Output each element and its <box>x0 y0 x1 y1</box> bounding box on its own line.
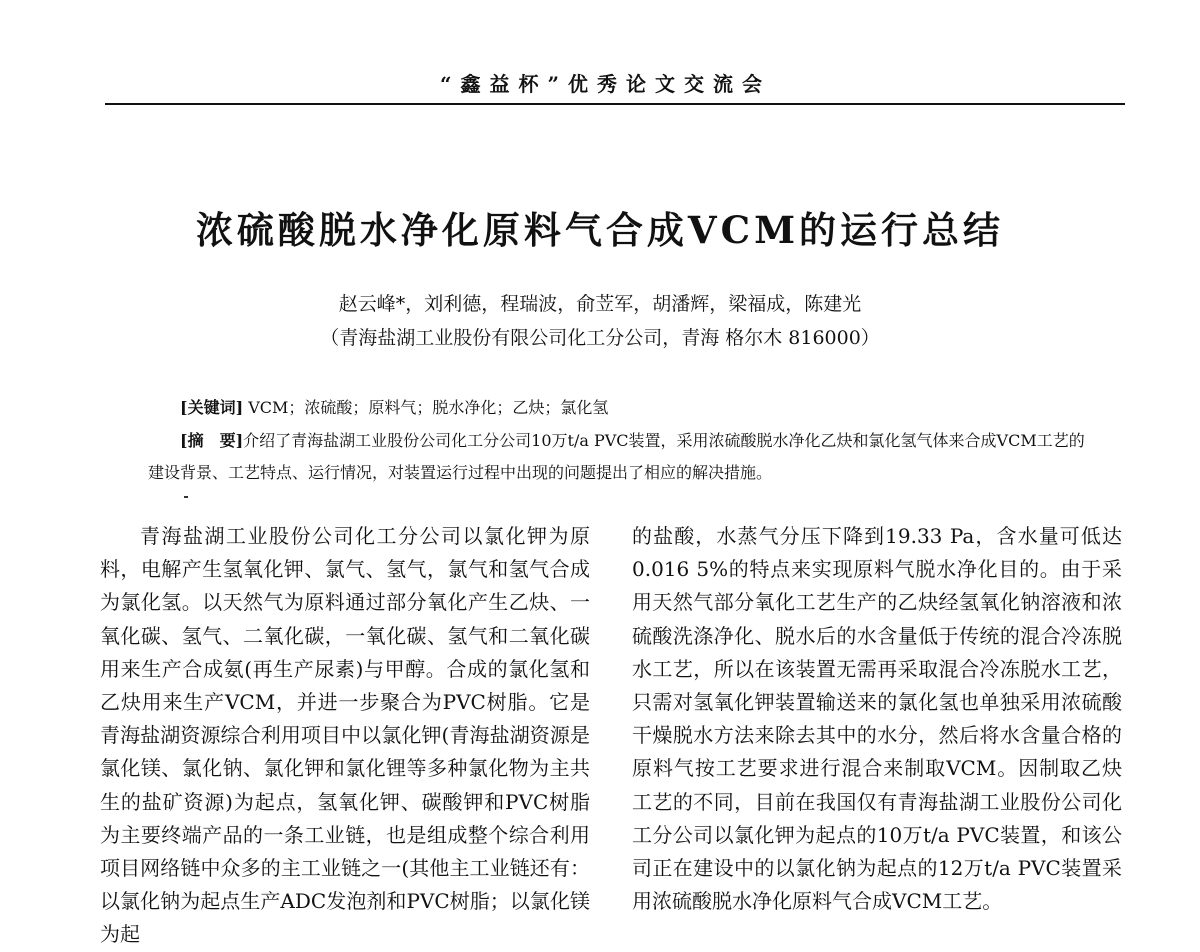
keywords-text: VCM；浓硫酸；原料气；脱水净化；乙炔；氯化氢 <box>248 398 609 417</box>
header-rule <box>105 103 1125 105</box>
body-column-left: 青海盐湖工业股份公司化工分公司以氯化钾为原料，电解产生氢氧化钾、氯气、氢气，氯气和氢气合成为氯化氢。以天然气为原料通过部分氧化产生乙炔、一氧化碳、氢气、二氧化碳，一氧化碳、氢气和二氧化碳用来生产合成氨(再生产尿素)与甲醇。合成的氯化氢和乙炔用来生产VCM，并进一步聚合为PVC树脂。它是青海盐湖资源综合利用项目中以氯化钾(青海盐湖资源是氯化镁、氯化钠、氯化钾和氯化锂等多种氯化物为主共生的盐矿资源)为起点，氢氧化钾、碳酸钾和PVC树脂为主要终端产品的一条工业链，也是组成整个综合利用项目网络链中众多的主工业链之一(其他主工业链还有：以氯化钠为起点生产ADC发泡剂和PVC树脂；以氯化镁为起 <box>100 524 590 947</box>
author-list: 赵云峰*，刘利德，程瑞波，俞苙军，胡潘辉，梁福成，陈建光 <box>338 293 862 315</box>
abstract-label: [摘 要] <box>180 431 244 450</box>
author-affiliation: （青海盐湖工业股份有限公司化工分公司，青海 格尔木 816000） <box>320 327 880 349</box>
article-title: 浓硫酸脱水净化原料气合成VCM的运行总结 <box>195 208 1005 252</box>
keywords-label: [关键词] <box>180 398 244 417</box>
running-header: “鑫益杯”优秀论文交流会 <box>440 72 772 96</box>
keywords-line <box>180 395 608 418</box>
abstract-text: 介绍了青海盐湖工业股份公司化工分公司10万t/a PVC装置，采用浓硫酸脱水净化乙炔和氯化氢气体来合成VCM工艺的建设背景、工艺特点、运行情况，对装置运行过程中出现的问题提出了相应的解决措施。 <box>148 431 1085 482</box>
stray-mark <box>184 496 188 498</box>
body-column-right: 的盐酸，水蒸气分压下降到19.33 Pa，含水量可低达0.016 5%的特点来实现原料气脱水净化目的。由于采用天然气部分氧化工艺生产的乙炔经氢氧化钠溶液和浓硫酸洗涤净化、脱水后的水含量低于传统的混合冷冻脱水工艺，所以在该装置无需再采取混合冷冻脱水工艺，只需对氢氧化钾装置输送来的氯化氢也单独采用浓硫酸干燥脱水方法来除去其中的水分，然后将水含量合格的原料气按工艺要求进行混合来制取VCM。因制取乙炔工艺的不同，目前在我国仅有青海盐湖工业股份公司化工分公司以氯化钾为起点的10万t/a PVC装置，和该公司正在建设中的以氯化钠为起点的12万t/a PVC装置采用浓硫酸脱水净化原料气合成VCM工艺。 <box>632 524 1122 914</box>
abstract-block <box>148 425 1098 489</box>
